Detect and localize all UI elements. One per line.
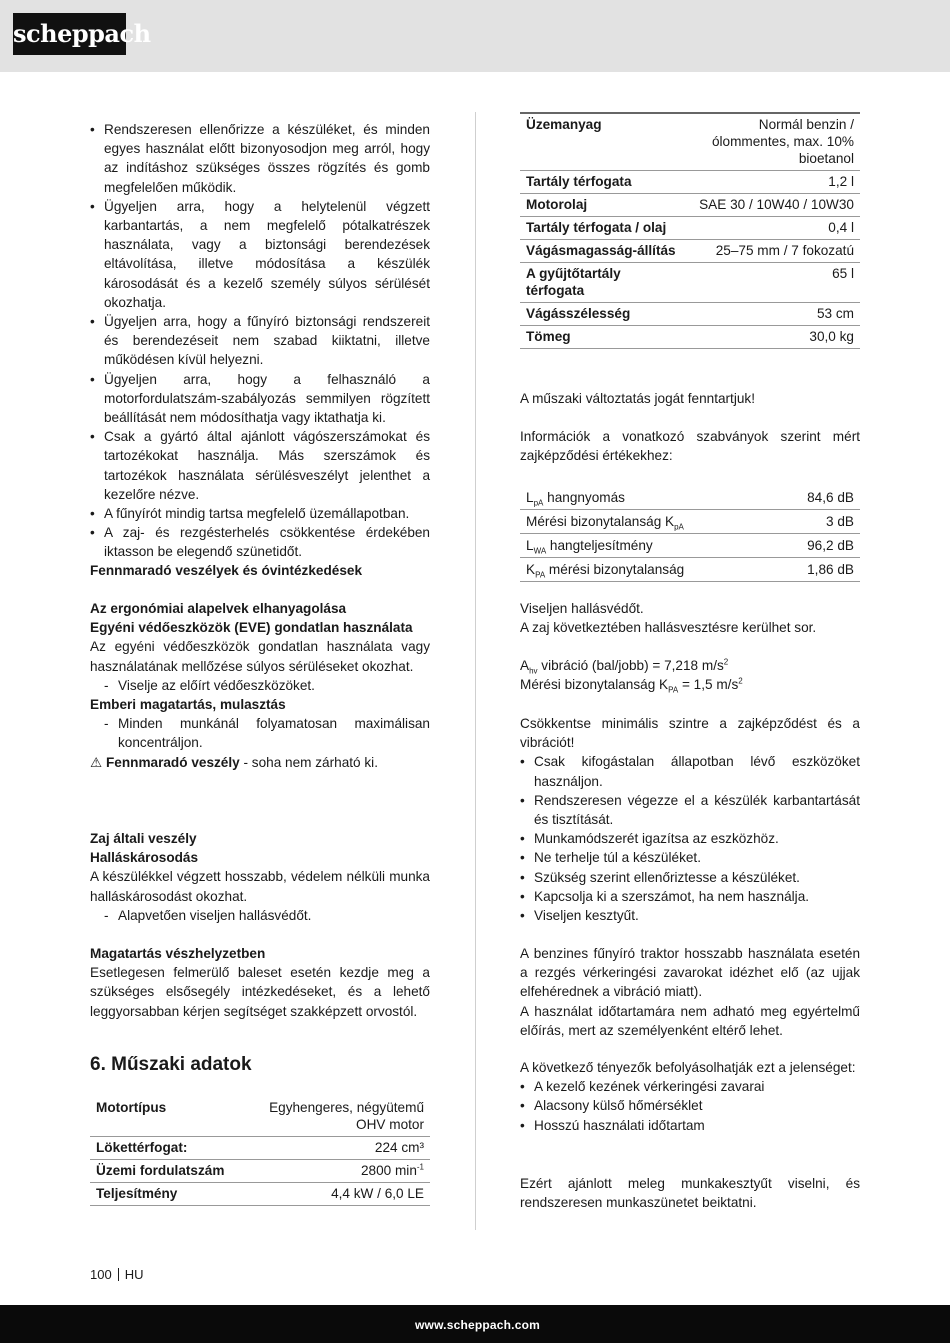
unc-pre: Mérési bizonytalanság K [520, 677, 669, 693]
unc-text: = 1,5 m/s [678, 677, 739, 693]
noise-key-sub: pA [533, 498, 544, 508]
list-item: • Rendszeresen végezze el a készülék karbantartását és tisztítását. [520, 791, 860, 829]
spec-key: Vágásszélesség [520, 303, 683, 326]
list-item: • Csak kifogástalan állapotban lévő eszközöket használjon. [520, 752, 860, 790]
vib-pre: A [520, 658, 530, 673]
spec-key: Üzemi fordulatszám [90, 1160, 253, 1183]
noise-key-pre: K [526, 562, 536, 577]
noise-key-post: mérési bizonytalanság [545, 562, 685, 577]
list-item: • Viseljen kesztyűt. [520, 906, 860, 925]
vibration-block [520, 656, 860, 694]
table-row [90, 1183, 430, 1206]
noise-key-pre: Mérési bizonytalanság K [526, 514, 675, 529]
ergonomics-heading: Az ergonómiai alapelvek elhanyagolása [90, 601, 347, 616]
vib-sub: hv [529, 666, 538, 676]
spec-value: 30,0 kg [683, 326, 860, 349]
noise-key-post: hangteljesítmény [546, 538, 653, 553]
spec-key: Motorolaj [520, 194, 683, 217]
scheppach-logo: scheppach [13, 13, 126, 55]
ergonomics-block [90, 599, 430, 772]
factors-block [520, 1058, 860, 1135]
tech-change-note: A műszaki változtatás jogát fenntartjuk! [520, 391, 755, 406]
noise-key [520, 486, 773, 510]
emergency-text: Esetlegesen felmerülő baleset esetén kezdje meg a szükséges elsősegély intézkedéseket, és a lehető leggyorsabban kérjen segítséget szakképzett orvostól. [90, 965, 430, 1019]
list-item: • Ügyeljen arra, hogy a fűnyíró biztonsági rendszereit és berendezéseit nem szabad kiiktatni, illetve működésen kívül helyezni. [90, 312, 430, 370]
list-item: • Szükség szerint ellenőriztesse a készüléket. [520, 868, 860, 887]
spec-key: Vágásmagasság-állítás [520, 240, 683, 263]
table-row [520, 510, 860, 534]
ppe-dash: - Viselje az előírt védőeszközöket. [90, 676, 430, 695]
section-title: 6. Műszaki adatok [90, 1054, 252, 1075]
noise-key-pre: L [526, 538, 534, 553]
table-row [520, 217, 860, 240]
unc-sup: 2 [738, 676, 743, 686]
hearing-loss-text: A zaj következtében hallásvesztésre kerülhet sor. [520, 620, 817, 636]
spec-value: 224 cm³ [253, 1137, 430, 1160]
table-row [520, 486, 860, 510]
hearing-heading: Halláskárosodás [90, 850, 199, 866]
warning-icon: ⚠ [90, 754, 103, 770]
noise-hazard-block [90, 829, 430, 925]
hearing-text: A készülékkel végzett hosszabb, védelem nélküli munka halláskárosodást okozhat. [90, 869, 430, 904]
table-row [520, 558, 860, 582]
spec-key: Tartály térfogata / olaj [520, 217, 683, 240]
spec-value [253, 1160, 430, 1183]
noise-table [520, 486, 860, 582]
list-item: • A kezelő kezének vérkeringési zavarai [520, 1077, 860, 1096]
spec-key: A gyűjtőtartály térfogata [520, 263, 683, 303]
long-use-text-2: A használat időtartamára nem adható meg egyértelmű előírás, mert az személyenként eltérő lehet. [520, 1003, 860, 1038]
factors-intro: A következő tényezők befolyásolhatják ezt a jelenséget: [520, 1060, 856, 1075]
human-dash: - Minden munkánál folyamatosan maximálisan koncentráljon. [90, 714, 430, 752]
spec-value: SAE 30 / 10W40 / 10W30 [683, 194, 860, 217]
noise-key [520, 558, 773, 582]
spec-value: 53 cm [683, 303, 860, 326]
list-item: • Ügyeljen arra, hogy a helytelenül végzett karbantartás, a nem megfelelő pótalkatrészek használata, vagy a biztonsági berendezések eltávolítása, illetve módosítása a készülék károsodását és a kezelő személy súlyos sérülését okozhatja. [90, 197, 430, 312]
column-divider [475, 112, 476, 1230]
spec-key: Motortípus [90, 1097, 253, 1137]
list-item: • Kapcsolja ki a szerszámot, ha nem használja. [520, 887, 860, 906]
hearing-protection-block [520, 599, 860, 637]
list-item: • A fűnyírót mindig tartsa megfelelő üzemállapotban. [90, 504, 430, 523]
spec-value: 1,2 l [683, 171, 860, 194]
spec-table-right [520, 112, 860, 349]
table-row [520, 194, 860, 217]
list-item: • Csak a gyártó által ajánlott vágószerszámokat és tartozékokat használja. Más szerszámok és tartozékok használata sérülésveszélyt jelenthet a kezelőre nézve. [90, 427, 430, 504]
spec-key: Tartály térfogata [520, 171, 683, 194]
spec-value: Egyhengeres, négyütemű OHV motor [253, 1097, 430, 1137]
emergency-block [90, 944, 430, 1021]
noise-key-sub: pA [674, 522, 684, 532]
residual-warning [90, 753, 430, 772]
long-use-block [520, 944, 860, 1040]
noise-key-pre: L [526, 490, 534, 505]
page-number-value: 100 [90, 1267, 112, 1282]
noise-key [520, 534, 773, 558]
list-item: • Munkamódszerét igazítsa az eszközhöz. [520, 829, 860, 848]
reduce-bullet-list [520, 752, 860, 925]
ppe-text: Az egyéni védőeszközök gondatlan használata vagy használatának mellőzése súlyos sérüléseket okozhat. [90, 639, 430, 674]
vib-sup: 2 [723, 657, 729, 667]
safety-bullet-list [90, 120, 430, 562]
spec-value: 65 l [683, 263, 860, 303]
noise-info-text: Információk a vonatkozó szabványok szerint mért zajképződési értékekhez: [520, 429, 860, 464]
table-row [90, 1160, 430, 1183]
list-item: • A zaj- és rezgésterhelés csökkentése érdekében iktasson be elegendő szünetidőt. [90, 523, 430, 561]
unc-sub: PA [668, 685, 679, 695]
ppe-heading: Egyéni védőeszközök (EVE) gondatlan használata [90, 620, 413, 636]
factors-bullet-list [520, 1077, 860, 1135]
emergency-heading: Magatartás vészhelyzetben [90, 946, 266, 961]
warning-bold: Fennmaradó veszély [105, 754, 240, 770]
footer-url: www.scheppach.com [415, 1318, 540, 1332]
rpm-exponent: -1 [416, 1162, 424, 1172]
table-row [520, 303, 860, 326]
footer-bar [0, 1305, 950, 1343]
page-language: HU [124, 1267, 144, 1282]
hearing-dash: - Alapvetően viseljen hallásvédőt. [90, 906, 430, 925]
spec-value: Normál benzin / ólommentes, max. 10% bioetanol [683, 113, 860, 171]
reduce-block [520, 714, 860, 925]
spec-key: Lökettérfogat: [90, 1137, 253, 1160]
noise-value: 96,2 dB [773, 534, 860, 558]
spec-key: Teljesítmény [90, 1183, 253, 1206]
table-row [90, 1137, 430, 1160]
vibration-line [520, 656, 860, 675]
table-row [520, 534, 860, 558]
noise-value: 3 dB [773, 510, 860, 534]
table-row [520, 171, 860, 194]
noise-key-post: hangnyomás [543, 490, 625, 505]
spec-key: Üzemanyag [520, 113, 683, 171]
residual-heading: Fennmaradó veszélyek és óvintézkedések [90, 563, 363, 578]
spec-value: 25–75 mm / 7 fokozatú [683, 240, 860, 263]
noise-value: 1,86 dB [773, 558, 860, 582]
table-row [520, 240, 860, 263]
gloves-text: Ezért ajánlott meleg munkakesztyűt viselni, és rendszeresen munkaszünetet beiktatni. [520, 1176, 860, 1211]
rpm-value: 2800 min [360, 1163, 417, 1178]
list-item: • Ügyeljen arra, hogy a felhasználó a motorfordulatszám-szabályozás semmilyen rögzített beállítását nem módosíthatja vagy iktathatja ki. [90, 370, 430, 428]
human-heading: Emberi magatartás, mulasztás [90, 697, 286, 713]
table-row [520, 263, 860, 303]
page-number [90, 1265, 143, 1284]
noise-heading: Zaj általi veszély [90, 831, 197, 846]
table-row [520, 326, 860, 349]
wear-protection-text: Viseljen hallásvédőt. [520, 601, 644, 616]
list-item: • Ne terhelje túl a készüléket. [520, 848, 860, 867]
reduce-text: Csökkentse minimális szintre a zajképződést és a vibrációt! [520, 716, 860, 751]
header-bar [0, 0, 950, 72]
list-item: • Hosszú használati időtartam [520, 1116, 860, 1135]
spec-value: 4,4 kW / 6,0 LE [253, 1183, 430, 1206]
noise-key-sub: WA [533, 546, 547, 556]
list-item: • Alacsony külső hőmérséklet [520, 1096, 860, 1115]
warning-rest: - soha nem zárható ki. [239, 754, 378, 770]
table-row [520, 113, 860, 171]
spec-key: Tömeg [520, 326, 683, 349]
spec-value: 0,4 l [683, 217, 860, 240]
table-row [90, 1097, 430, 1137]
spec-table-left [90, 1097, 430, 1206]
page-number-separator [118, 1268, 119, 1281]
vib-text: vibráció (bal/jobb) = 7,218 m/s [537, 658, 724, 673]
noise-value: 84,6 dB [773, 486, 860, 510]
noise-key-sub: PA [535, 570, 546, 580]
noise-key [520, 510, 773, 534]
list-item: • Rendszeresen ellenőrizze a készüléket, és minden egyes használat előtt bizonyosodjon meg arról, hogy az indításhoz szükséges összes rögzítés és gomb megfelelően működik. [90, 120, 430, 197]
long-use-text-1: A benzines fűnyíró traktor hosszabb használata esetén a rezgés vérkeringési zavarokat idézhet elő (az ujjak elfehérednek a vibráció miatt). [520, 946, 860, 1000]
uncertainty-line [520, 675, 860, 694]
